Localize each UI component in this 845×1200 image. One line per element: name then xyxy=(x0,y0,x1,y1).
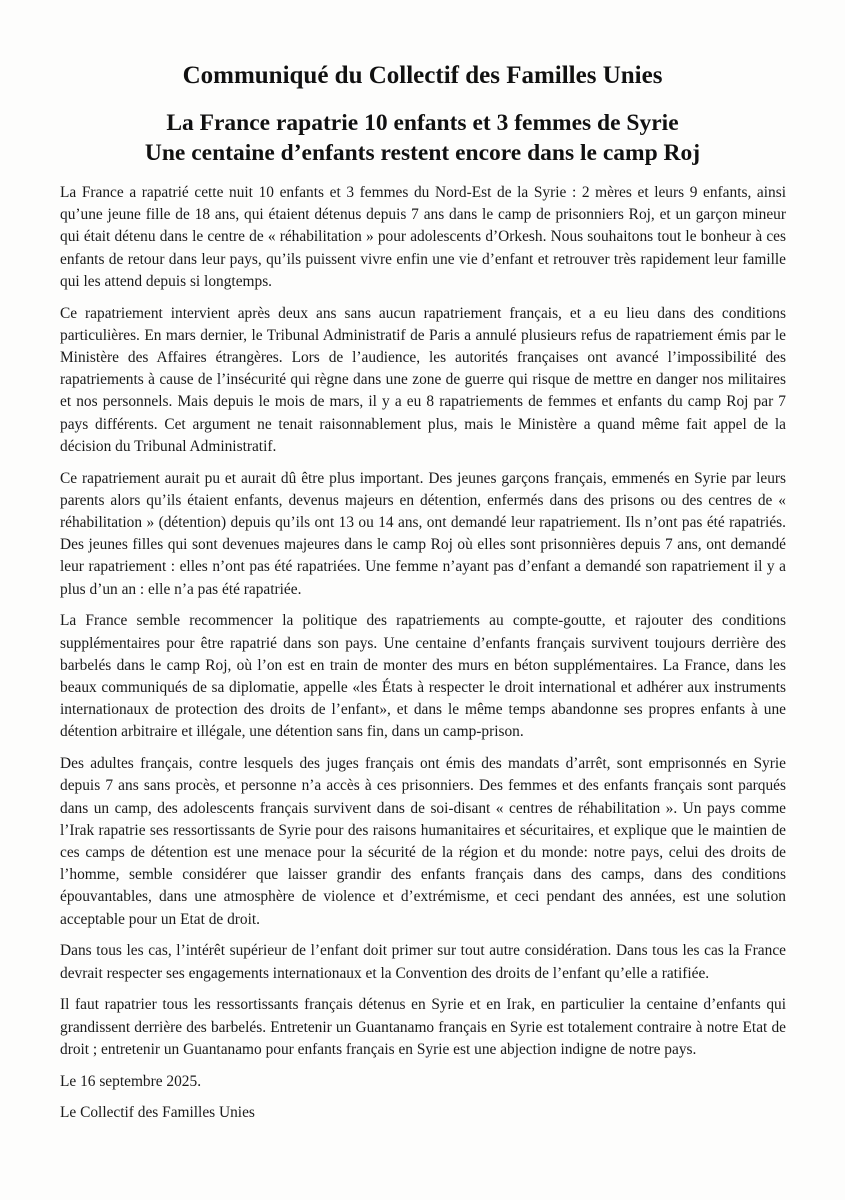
subtitle-line-2: Une centaine d’enfants restent encore dans le camp Roj xyxy=(144,140,701,166)
paragraph-7: Il faut rapatrier tous les ressortissants français détenus en Syrie et en Irak, en particulier la centaine d’enfants qui grandissent derrière des barbelés. Entretenir un Guantanamo français en Syrie est totalement contraire à notre Etat de droit ; entretenir un Guantanamo pour enfants français en Syrie est une abjection indigne de notre pays. xyxy=(60,996,786,1058)
paragraph-2: Ce rapatriement intervient après deux ans sans aucun rapatriement français, et a eu lieu dans des conditions particulières. En mars dernier, le Tribunal Administratif de Paris a annulé plusieurs refus de rapatriement émis par le Ministère des Affaires étrangères. Lors de l’audience, les autorités françaises ont avancé l’impossibilité des rapatriements à cause de l’insécurité qui règne dans une zone de guerre qui risque de mettre en danger nos militaires et nos personnels. Mais depuis le mois de mars, il y a eu 8 rapatriements de femmes et enfants du camp Roj par 7 pays différents. Cet argument ne tenait raisonnablement plus, mais le Ministère a quand même fait appel de la décision du Tribunal Administratif. xyxy=(60,304,786,455)
subtitle-line-1: La France rapatrie 10 enfants et 3 femmes de Syrie xyxy=(166,110,679,136)
paragraph-1: La France a rapatrié cette nuit 10 enfants et 3 femmes du Nord-Est de la Syrie : 2 mères et leurs 9 enfants, ainsi qu’une jeune fille de 18 ans, qui étaient détenus depuis 7 ans dans le camp de prisonniers Roj, et un garçon mineur qui était détenu dans le centre de « réhabilitation » pour adolescents d’Orkesh. Nous souhaitons tout le bonheur à ces enfants de retour dans leur pays, qu’ils puissent vivre enfin une vie d’enfant et retrouver très rapidement leur famille qui les attend depuis si longtemps. xyxy=(60,184,786,290)
page-title: Communiqué du Collectif des Familles Unies xyxy=(182,62,663,89)
paragraph-3: Ce rapatriement aurait pu et aurait dû être plus important. Des jeunes garçons français, emmenés en Syrie par leurs parents alors qu’ils étaient enfants, devenus majeurs en détention, enfermés dans des prisons ou des centres de « réhabilitation » (détention) depuis qu’ils ont 13 ou 14 ans, ont demandé leur rapatriement. Ils n’ont pas été rapatriés. Des jeunes filles qui sont devenues majeures dans le camp Roj où elles sont prisonnières depuis 7 ans, ont demandé leur rapatriement : elles n’ont pas été rapatriées. Une femme n’ayant pas d’enfant a demandé son rapatriement il y a plus d’un an : elle n’a pas été rapatriée. xyxy=(60,469,786,598)
paragraph-4: La France semble recommencer la politique des rapatriements au compte-goutte, et rajouter des conditions supplémentaires pour être rapatrié dans son pays. Une centaine d’enfants français survivent toujours derrière des barbelés dans le camp Roj, où l’on est en train de monter des murs en béton supplémentaires. La France, dans les beaux communiqués de sa diplomatie, appelle «les États à respecter le droit international et adhérer aux instruments internationaux de protection des droits de l’enfant», et dans le même temps abandonne ses propres enfants à une détention arbitraire et illégale, une détention sans fin, dans un camp-prison. xyxy=(60,612,786,741)
closing-date: Le 16 septembre 2025. xyxy=(60,1072,202,1090)
paragraph-6: Dans tous les cas, l’intérêt supérieur de l’enfant doit primer sur tout autre considération. Dans tous les cas la France devrait respecter ses engagements internationaux et la Convention des droits de l’enfant qu’elle a ratifiée. xyxy=(60,942,786,982)
closing-signature: Le Collectif des Familles Unies xyxy=(60,1104,255,1122)
paragraph-5: Des adultes français, contre lesquels des juges français ont émis des mandats d’arrêt, sont emprisonnés en Syrie depuis 7 ans sans procès, et personne n’a accès à ces prisonniers. Des femmes et des enfants français sont parqués dans un camp, des adolescents français survivent dans de soi-disant « centres de réhabilitation ». Un pays comme l’Irak rapatrie ses ressortissants de Syrie pour des raisons humanitaires et sécuritaires, et explique que le maintien de ces camps de détention est une menace pour la sécurité de la région et du monde: notre pays, celui des droits de l’homme, semble considérer que laisser grandir des enfants français dans des camps, dans des conditions épouvantables, dans une atmosphère de violence et d’extrémisme, et ceci pendant des années, est une solution acceptable pour un Etat de droit. xyxy=(60,755,786,928)
communique-body xyxy=(60,182,786,1134)
